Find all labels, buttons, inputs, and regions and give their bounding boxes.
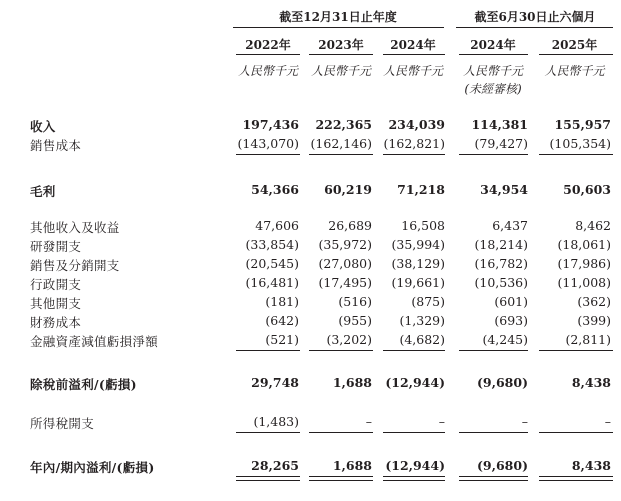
header-year-2022: 2022年 [245,38,291,52]
cell-profit-for-year-period-col1: 28,265 [251,458,299,473]
rule-after-impairment-col5 [539,350,613,351]
cell-cost-of-sales-col5: (105,354) [549,136,611,151]
cell-finance-costs-col1: (642) [265,313,299,328]
cell-impairment-losses-financial-assets-col3: (4,682) [399,332,445,347]
cell-other-income-and-gains-col5: 8,462 [575,218,611,233]
cell-impairment-losses-financial-assets-col2: (3,202) [326,332,372,347]
cell-profit-for-year-period-col5: 8,438 [571,458,611,473]
header-unaudited-note: (未經審核) [464,82,522,96]
cell-selling-distribution-expenses-col2: (27,080) [318,256,372,271]
rule-after-income-tax-col5 [539,432,613,433]
cell-profit-before-tax-col2: 1,688 [332,375,372,390]
row-label-rnd-expenses: 研發開支 [30,239,82,254]
cell-income-tax-expense-col3: – [438,414,445,429]
cell-gross-profit-col5: 50,603 [563,182,611,197]
cell-other-income-and-gains-col4: 6,437 [492,218,528,233]
cell-rnd-expenses-col1: (33,854) [245,237,299,252]
row-label-revenue: 收入 [30,119,56,134]
cell-revenue-col4: 114,381 [471,117,528,132]
row-label-profit-for-year-period: 年內/期內溢利/(虧損) [30,460,155,475]
cell-administrative-expenses-col4: (10,536) [474,275,528,290]
header-unit-3: 人民幣千元 [382,64,443,78]
rule-after-income-tax-col1 [236,432,300,433]
row-label-cost-of-sales: 銷售成本 [30,138,82,153]
cell-revenue-col3: 234,039 [388,117,445,132]
cell-selling-distribution-expenses-col5: (17,986) [557,256,611,271]
cell-revenue-col5: 155,957 [554,117,611,132]
cell-other-income-and-gains-col2: 26,689 [328,218,372,233]
rule-after-cost-of-sales-col5 [539,154,613,155]
double-rule-final-total-col1 [236,476,300,481]
cell-finance-costs-col5: (399) [577,313,611,328]
header-year-2024-6m: 2024年 [470,38,516,52]
header-group-six-months: 截至6月30日止六個月 [474,10,596,24]
row-label-selling-distribution-expenses: 銷售及分銷開支 [30,258,120,273]
cell-selling-distribution-expenses-col3: (38,129) [391,256,445,271]
rule-after-cost-of-sales-col1 [236,154,300,155]
rule-after-impairment-col4 [459,350,528,351]
cell-finance-costs-col4: (693) [494,313,528,328]
rule-after-impairment-col1 [236,350,300,351]
cell-administrative-expenses-col5: (11,008) [557,275,611,290]
cell-finance-costs-col3: (1,329) [399,313,445,328]
cell-selling-distribution-expenses-col1: (20,545) [245,256,299,271]
double-rule-final-total-col5 [539,476,613,481]
cell-other-expenses-col1: (181) [265,294,299,309]
header-year-rule-1 [236,54,300,55]
rule-after-income-tax-col3 [383,432,445,433]
cell-revenue-col1: 197,436 [242,117,299,132]
cell-other-income-and-gains-col3: 16,508 [401,218,445,233]
cell-cost-of-sales-col1: (143,070) [237,136,299,151]
cell-other-expenses-col4: (601) [494,294,528,309]
rule-after-cost-of-sales-col3 [383,154,445,155]
header-year-rule-3 [383,54,445,55]
rule-after-impairment-col3 [383,350,445,351]
cell-profit-for-year-period-col2: 1,688 [332,458,372,473]
cell-rnd-expenses-col2: (35,972) [318,237,372,252]
cell-income-tax-expense-col1: (1,483) [253,414,299,429]
cell-impairment-losses-financial-assets-col5: (2,811) [565,332,611,347]
cell-profit-before-tax-col4: (9,680) [477,375,528,390]
row-label-other-income-and-gains: 其他收入及收益 [30,220,120,235]
cell-income-tax-expense-col4: – [521,414,528,429]
cell-income-tax-expense-col5: – [604,414,611,429]
rule-after-impairment-col2 [309,350,373,351]
row-label-administrative-expenses: 行政開支 [30,277,82,292]
rule-after-income-tax-col4 [459,432,528,433]
cell-gross-profit-col4: 34,954 [480,182,528,197]
header-year-rule-5 [539,54,613,55]
cell-profit-before-tax-col3: (12,944) [385,375,445,390]
cell-rnd-expenses-col5: (18,061) [557,237,611,252]
cell-impairment-losses-financial-assets-col4: (4,245) [482,332,528,347]
double-rule-final-total-col3 [383,476,445,481]
row-label-other-expenses: 其他開支 [30,296,82,311]
header-unit-5: 人民幣千元 [544,64,605,78]
header-year-2025-6m: 2025年 [551,38,598,52]
cell-cost-of-sales-col2: (162,146) [310,136,372,151]
rule-after-income-tax-col2 [309,432,373,433]
row-label-income-tax-expense: 所得稅開支 [30,416,95,431]
cell-income-tax-expense-col2: – [365,414,372,429]
cell-administrative-expenses-col2: (17,495) [318,275,372,290]
cell-finance-costs-col2: (955) [338,313,372,328]
cell-other-expenses-col2: (516) [338,294,372,309]
cell-administrative-expenses-col3: (19,661) [391,275,445,290]
header-unit-1: 人民幣千元 [237,64,298,78]
row-label-profit-before-tax: 除稅前溢利/(虧損) [30,377,137,392]
cell-other-expenses-col3: (875) [411,294,445,309]
row-label-gross-profit: 毛利 [30,184,56,199]
row-label-finance-costs: 財務成本 [30,315,82,330]
cell-profit-for-year-period-col4: (9,680) [477,458,528,473]
cell-selling-distribution-expenses-col4: (16,782) [474,256,528,271]
cell-gross-profit-col3: 71,218 [397,182,445,197]
header-group-fiscal-year: 截至12月31日止年度 [279,10,397,24]
double-rule-final-total-col4 [459,476,528,481]
row-label-impairment-losses-financial-assets: 金融資產減值虧損淨額 [30,334,159,349]
cell-impairment-losses-financial-assets-col1: (521) [265,332,299,347]
rule-after-cost-of-sales-col4 [459,154,528,155]
cell-cost-of-sales-col4: (79,427) [474,136,528,151]
cell-cost-of-sales-col3: (162,821) [383,136,445,151]
cell-profit-before-tax-col5: 8,438 [571,375,611,390]
header-unit-4: 人民幣千元 [462,64,523,78]
cell-rnd-expenses-col3: (35,994) [391,237,445,252]
cell-profit-before-tax-col1: 29,748 [251,375,299,390]
cell-profit-for-year-period-col3: (12,944) [385,458,445,473]
cell-gross-profit-col2: 60,219 [324,182,372,197]
header-year-2024: 2024年 [390,38,436,52]
rule-after-cost-of-sales-col2 [309,154,373,155]
cell-other-income-and-gains-col1: 47,606 [255,218,299,233]
header-year-rule-2 [309,54,373,55]
double-rule-final-total-col2 [309,476,373,481]
cell-revenue-col2: 222,365 [315,117,372,132]
header-group-fiscal-year-rule [233,27,444,28]
header-unit-2: 人民幣千元 [310,64,371,78]
header-year-2023: 2023年 [318,38,364,52]
cell-rnd-expenses-col4: (18,214) [474,237,528,252]
cell-other-expenses-col5: (362) [577,294,611,309]
cell-administrative-expenses-col1: (16,481) [245,275,299,290]
header-group-six-months-rule [456,27,613,28]
header-year-rule-4 [459,54,528,55]
cell-gross-profit-col1: 54,366 [251,182,299,197]
